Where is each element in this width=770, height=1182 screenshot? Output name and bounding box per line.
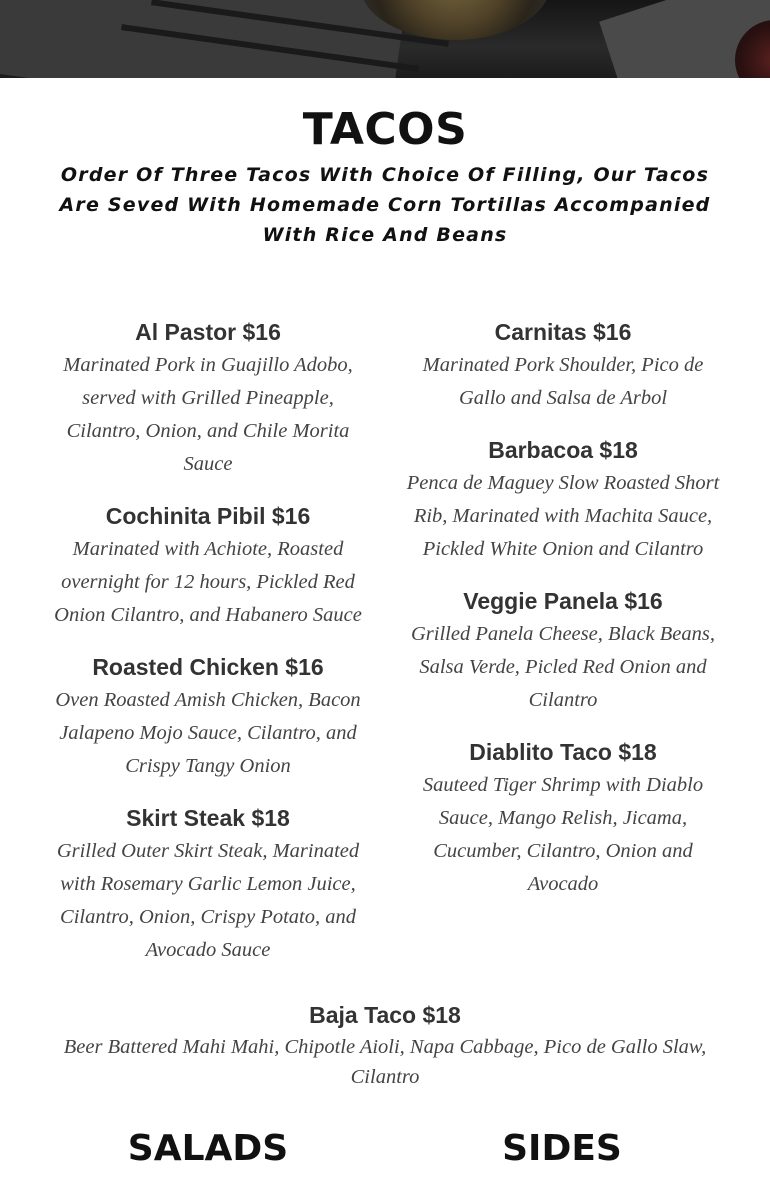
section-title-tacos: TACOS: [302, 104, 468, 155]
menu-item-description: Penca de Maguey Slow Roasted Short Rib, Marinated with Machita Sauce, Pickled White Onion and Cilantro: [406, 472, 720, 560]
menu-item-description: Marinated Pork in Guajillo Adobo, served with Grilled Pineapple, Cilantro, Onion, and Chile Morita Sauce: [63, 354, 353, 475]
menu-item-name: Roasted Chicken $16: [92, 654, 324, 680]
menu-item-name: Veggie Panela $16: [463, 588, 663, 614]
menu-item-description: Grilled Outer Skirt Steak, Marinated with Rosemary Garlic Lemon Juice, Cilantro, Onion, Crispy Potato, and Avocado Sauce: [56, 840, 360, 961]
menu-item: [398, 433, 728, 566]
tacos-left-column: [43, 315, 373, 985]
menu-item-description: Beer Battered Mahi Mahi, Chipotle Aioli, Napa Cabbage, Pico de Gallo Slaw, Cilantro: [63, 1036, 707, 1088]
menu-item: [43, 801, 373, 967]
section-title-salads: SALADS: [127, 1128, 289, 1169]
menu-item: [398, 735, 728, 901]
menu-item: [43, 315, 373, 481]
tacos-right-column: [398, 315, 728, 919]
menu-item-description: Grilled Panela Cheese, Black Beans, Salsa Verde, Picled Red Onion and Cilantro: [411, 623, 715, 711]
menu-item-description: Marinated Pork Shoulder, Pico de Gallo and Salsa de Arbol: [422, 354, 704, 409]
menu-item-baja: [40, 998, 730, 1092]
menu-item-description: Sauteed Tiger Shrimp with Diablo Sauce, Mango Relish, Jicama, Cucumber, Cilantro, Onion and Avocado: [422, 774, 704, 895]
menu-item-description: Marinated with Achiote, Roasted overnight for 12 hours, Pickled Red Onion Cilantro, and Habanero Sauce: [54, 538, 362, 626]
tacos-subtitle: Order Of Three Tacos With Choice Of Filling, Our Tacos Are Seved With Homemade Corn Tortillas Accompanied With Rice And Beans: [59, 164, 711, 246]
menu-item-name: Diablito Taco $18: [469, 739, 657, 765]
menu-item: [398, 315, 728, 415]
menu-item-name: Al Pastor $16: [135, 319, 281, 345]
menu-item-name: Cochinita Pibil $16: [105, 503, 311, 529]
menu-item: [43, 650, 373, 783]
menu-item-name: Barbacoa $18: [488, 437, 638, 463]
menu-item: [398, 584, 728, 717]
menu-item-name: Carnitas $16: [494, 319, 632, 345]
menu-item-name: Baja Taco $18: [309, 1002, 461, 1028]
section-title-sides: SIDES: [502, 1128, 622, 1169]
menu-item-description: Oven Roasted Amish Chicken, Bacon Jalapeno Mojo Sauce, Cilantro, and Crispy Tangy Onion: [55, 689, 361, 777]
header-food-photo: [0, 0, 770, 78]
menu-item-name: Skirt Steak $18: [126, 805, 290, 831]
menu-item: [43, 499, 373, 632]
